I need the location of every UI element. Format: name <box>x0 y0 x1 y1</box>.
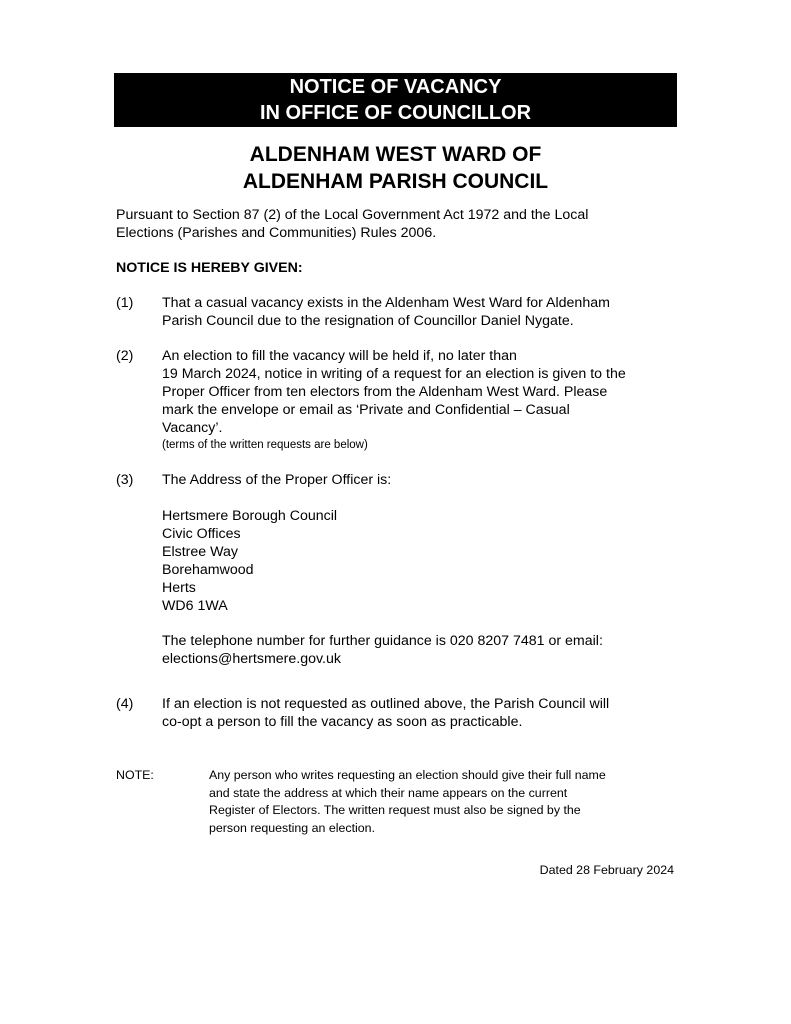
address-line: Herts <box>162 580 196 596</box>
note-line: Register of Electors. The written request must also be signed by the <box>209 803 581 817</box>
title-line-1: ALDENHAM WEST WARD OF <box>249 143 542 166</box>
address-line: Borehamwood <box>162 562 254 578</box>
item-2-line: 19 March 2024, notice in writing of a request for an election is given to the <box>162 366 626 382</box>
item-1-text <box>162 294 687 330</box>
note-text <box>209 767 689 837</box>
banner-line-2: IN OFFICE OF COUNCILLOR <box>259 102 532 124</box>
banner-line-1: NOTICE OF VACANCY <box>289 76 502 98</box>
contact-email: elections@hertsmere.gov.uk <box>162 651 341 667</box>
notice-heading: NOTICE IS HEREBY GIVEN: <box>116 260 303 276</box>
item-number-1: (1) <box>116 295 134 311</box>
intro-paragraph <box>116 206 686 242</box>
address-line: WD6 1WA <box>162 598 228 614</box>
item-1-line: That a casual vacancy exists in the Aldenham West Ward for Aldenham <box>162 295 610 311</box>
item-number-2: (2) <box>116 348 134 364</box>
item-number-3: (3) <box>116 472 134 488</box>
intro-line-2: Elections (Parishes and Communities) Rules 2006. <box>116 225 437 241</box>
note-line: and state the address at which their name appears on the current <box>209 785 568 800</box>
contact-phone-line: The telephone number for further guidance is 020 8207 7481 or email: <box>162 633 603 649</box>
item-4-text <box>162 695 687 731</box>
item-2-note: (terms of the written requests are below) <box>162 439 368 451</box>
item-2-line: Proper Officer from ten electors from the Aldenham West Ward. Please <box>162 384 608 400</box>
item-2-text <box>162 347 687 453</box>
proper-officer-address <box>162 507 687 615</box>
item-1-line: Parish Council due to the resignation of Councillor Daniel Nygate. <box>162 313 574 329</box>
address-line: Elstree Way <box>162 544 238 560</box>
note-label: NOTE: <box>116 768 154 782</box>
address-line: Hertsmere Borough Council <box>162 508 338 524</box>
address-line: Civic Offices <box>162 526 241 542</box>
title-line-2: ALDENHAM PARISH COUNCIL <box>242 170 549 193</box>
item-2-line: An election to fill the vacancy will be held if, no later than <box>162 348 517 364</box>
item-4-line: If an election is not requested as outlined above, the Parish Council will <box>162 696 610 712</box>
item-2-line: mark the envelope or email as ‘Private and Confidential – Casual <box>162 402 570 418</box>
item-4-line: co-opt a person to fill the vacancy as soon as practicable. <box>162 714 523 730</box>
item-number-4: (4) <box>116 696 134 712</box>
intro-line-1: Pursuant to Section 87 (2) of the Local Government Act 1972 and the Local <box>116 207 589 223</box>
contact-info <box>162 632 687 668</box>
item-2-line: Vacancy’. <box>162 420 223 436</box>
note-line: Any person who writes requesting an election should give their full name <box>209 768 606 782</box>
dated-line: Dated 28 February 2024 <box>539 863 674 877</box>
ward-title <box>114 141 677 195</box>
note-line: person requesting an election. <box>209 820 376 835</box>
notice-banner <box>114 73 677 127</box>
item-3-heading: The Address of the Proper Officer is: <box>162 472 392 488</box>
